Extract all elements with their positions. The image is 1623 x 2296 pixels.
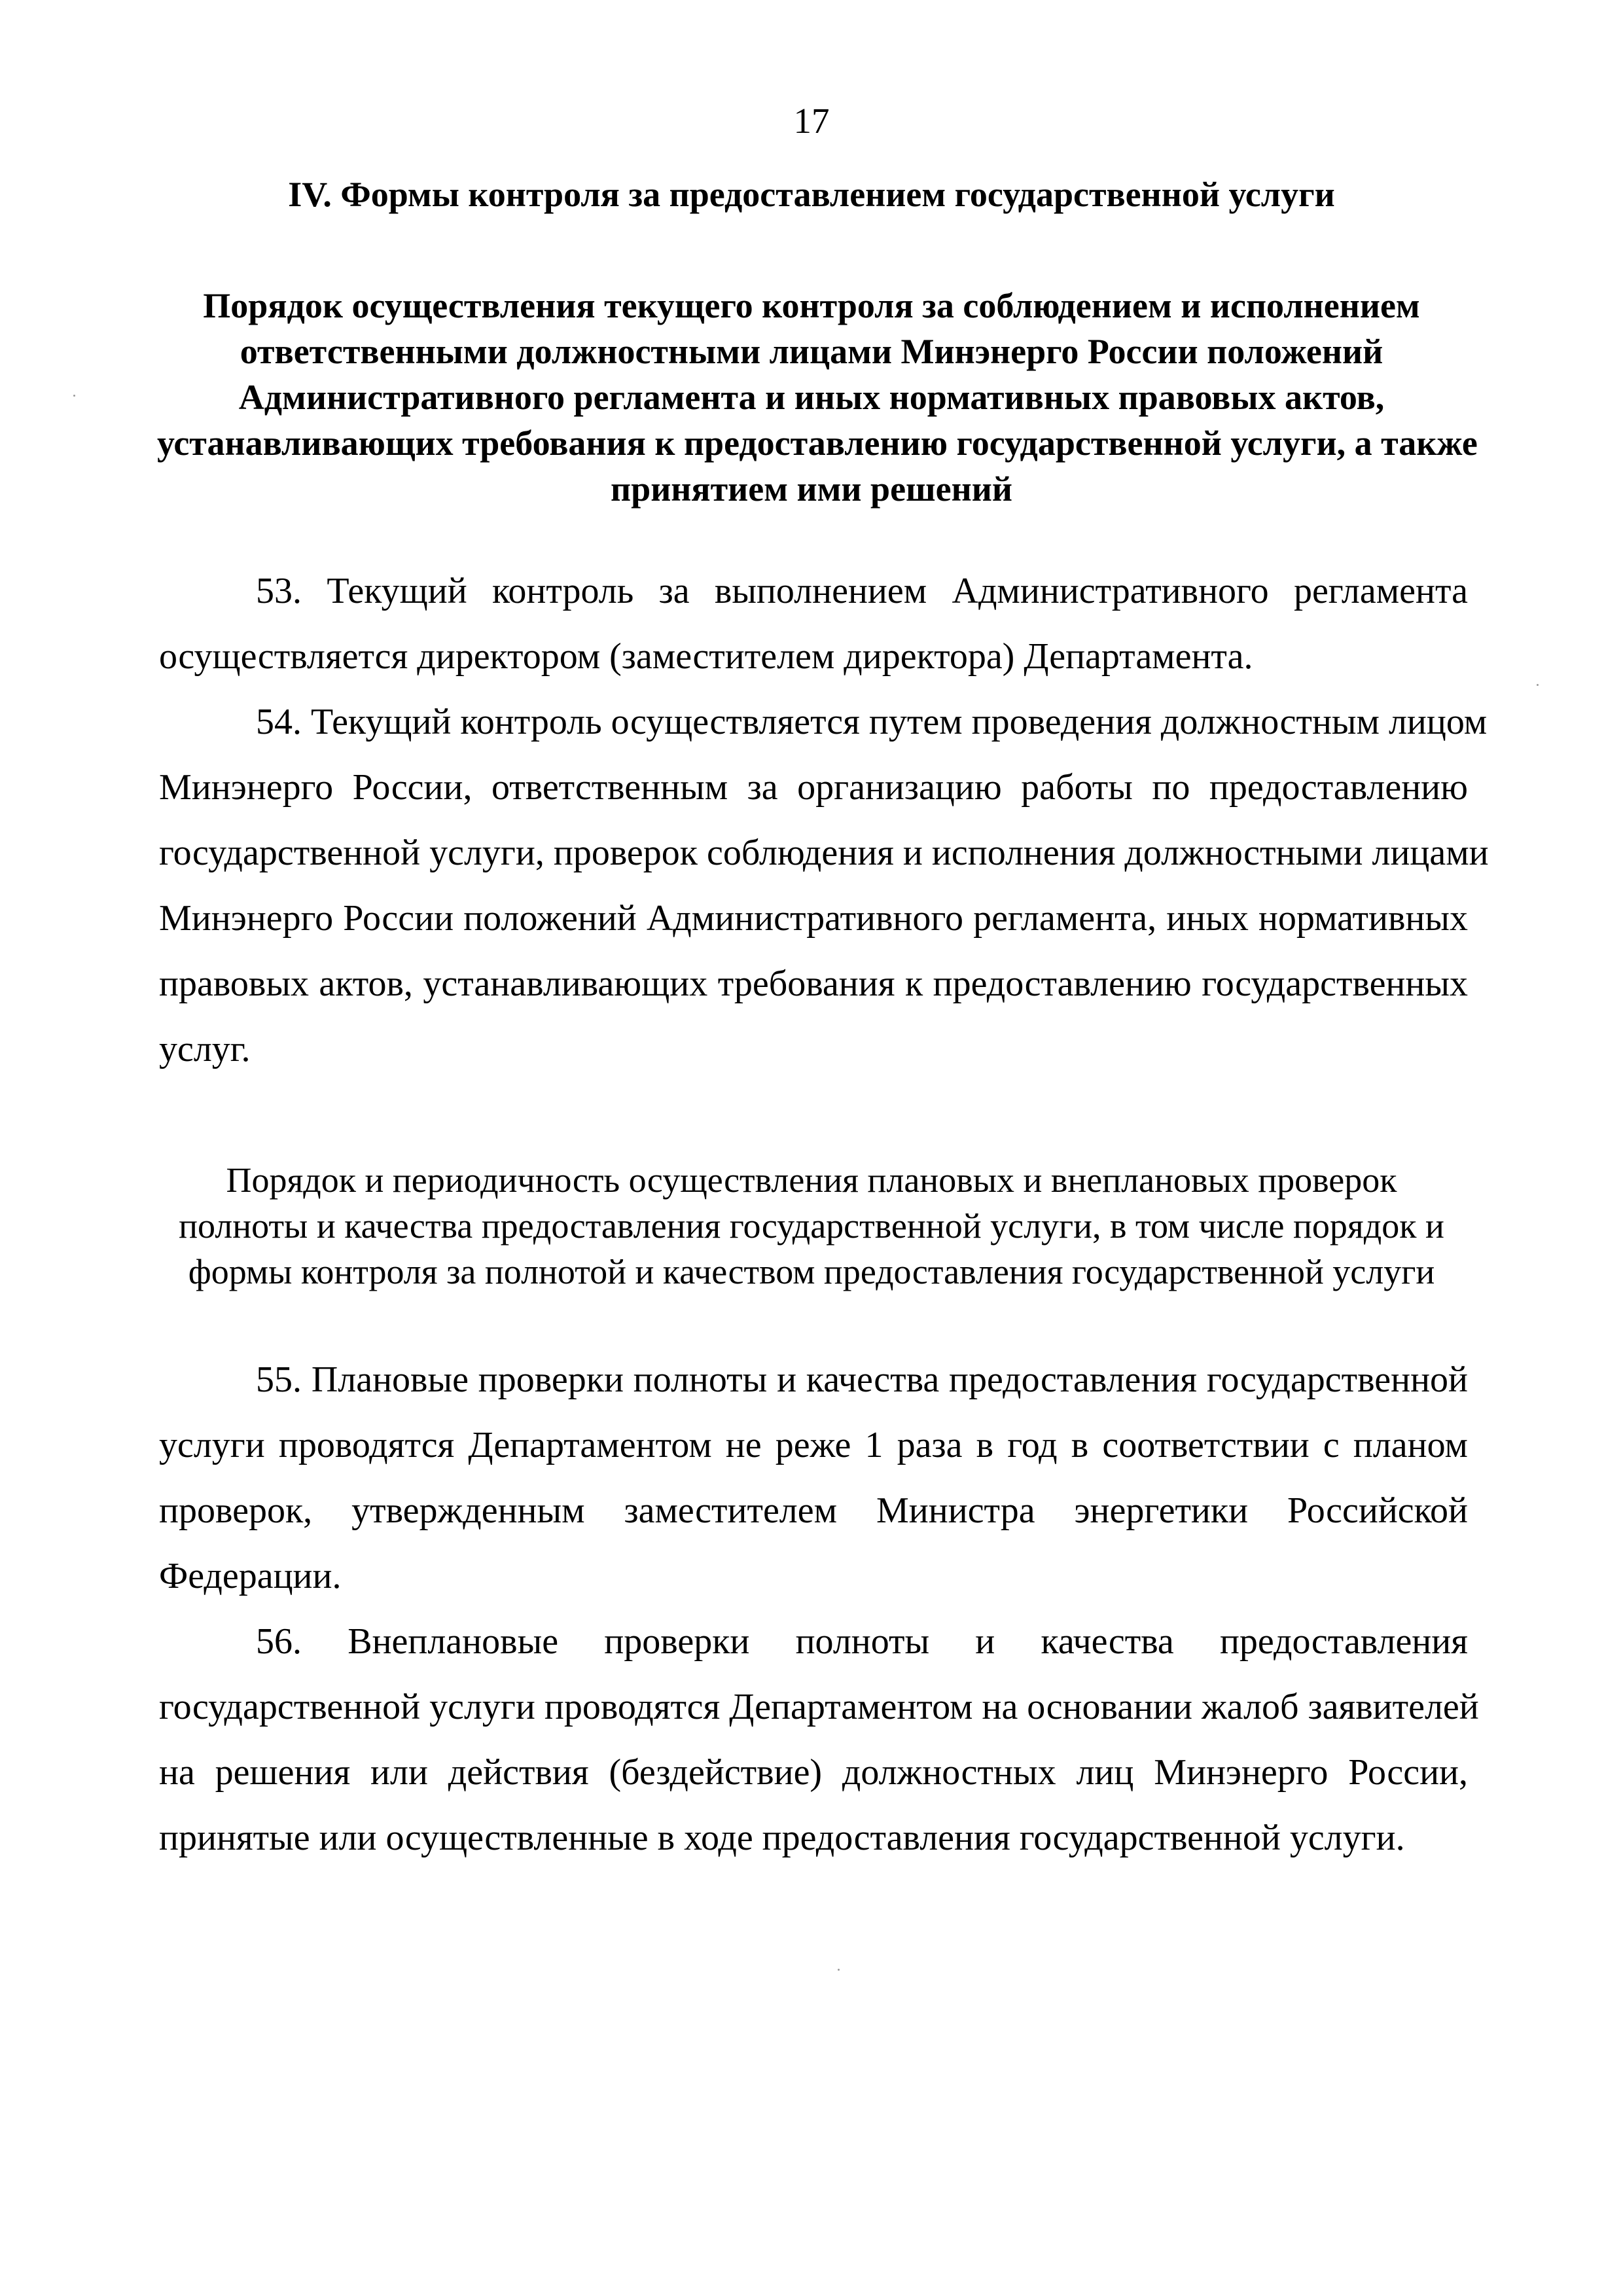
- page-number: 17: [793, 101, 830, 141]
- paragraph-line: 56. Внеплановые проверки полноты и качества предоставления: [256, 1621, 1468, 1662]
- paragraph-line: 55. Плановые проверки полноты и качества предоставления государственной: [256, 1359, 1468, 1400]
- paragraph-line: Минэнерго России положений Административного регламента, иных нормативных: [159, 898, 1468, 939]
- paragraph-line: 54. Текущий контроль осуществляется путем проведения должностным лицом: [256, 702, 1488, 742]
- paragraph-line: правовых актов, устанавливающих требования к предоставлению государственных: [159, 963, 1468, 1004]
- scan-speck: [73, 395, 75, 397]
- paragraph-56: [159, 1609, 1479, 1871]
- scan-speck: [1537, 684, 1539, 686]
- subheading-inspections: [157, 1157, 1466, 1295]
- paragraph-line: государственной услуги проводятся Департаментом на основании жалоб заявителей: [159, 1687, 1479, 1727]
- subheading-line: Порядок и периодичность осуществления плановых и внеплановых проверок: [226, 1160, 1397, 1200]
- paragraph-54: [159, 689, 1489, 1082]
- subheading-line: полноты и качества предоставления государственной услуги, в том числе порядок и: [179, 1206, 1444, 1246]
- paragraph-line: услуг.: [159, 1029, 251, 1069]
- paragraph-line: Минэнерго России, ответственным за организацию работы по предоставлению: [159, 767, 1468, 808]
- paragraph-55: [159, 1347, 1468, 1609]
- scan-speck: [838, 1969, 840, 1971]
- subheading-line: принятием ими решений: [611, 469, 1012, 509]
- section-title: IV. Формы контроля за предоставлением государственной услуги: [288, 175, 1335, 214]
- paragraph-53: [159, 558, 1468, 689]
- paragraph-line: 53. Текущий контроль за выполнением Административного регламента: [256, 571, 1468, 611]
- subheading-line: Порядок осуществления текущего контроля за соблюдением и исполнением: [203, 286, 1420, 325]
- subheading-line: формы контроля за полнотой и качеством предоставления государственной услуги: [188, 1252, 1435, 1291]
- subheading-line: ответственными должностными лицами Минэнерго России положений: [240, 332, 1383, 371]
- paragraph-line: проверок, утвержденным заместителем Министра энергетики Российской: [159, 1490, 1468, 1531]
- paragraph-line: государственной услуги, проверок соблюдения и исполнения должностными лицами: [159, 833, 1489, 873]
- paragraph-line: принятые или осуществленные в ходе предоставления государственной услуги.: [159, 1818, 1405, 1858]
- subheading-line: устанавливающих требования к предоставлению государственной услуги, а также: [157, 423, 1478, 463]
- subheading-current-control: [157, 283, 1478, 512]
- paragraph-line: на решения или действия (бездействие) должностных лиц Минэнерго России,: [159, 1752, 1468, 1793]
- paragraph-line: услуги проводятся Департаментом не реже 1 раза в год в соответствии с планом: [159, 1425, 1468, 1465]
- paragraph-line: Федерации.: [159, 1556, 342, 1596]
- subheading-line: Административного регламента и иных нормативных правовых актов,: [238, 378, 1385, 417]
- paragraph-line: осуществляется директором (заместителем директора) Департамента.: [159, 636, 1253, 677]
